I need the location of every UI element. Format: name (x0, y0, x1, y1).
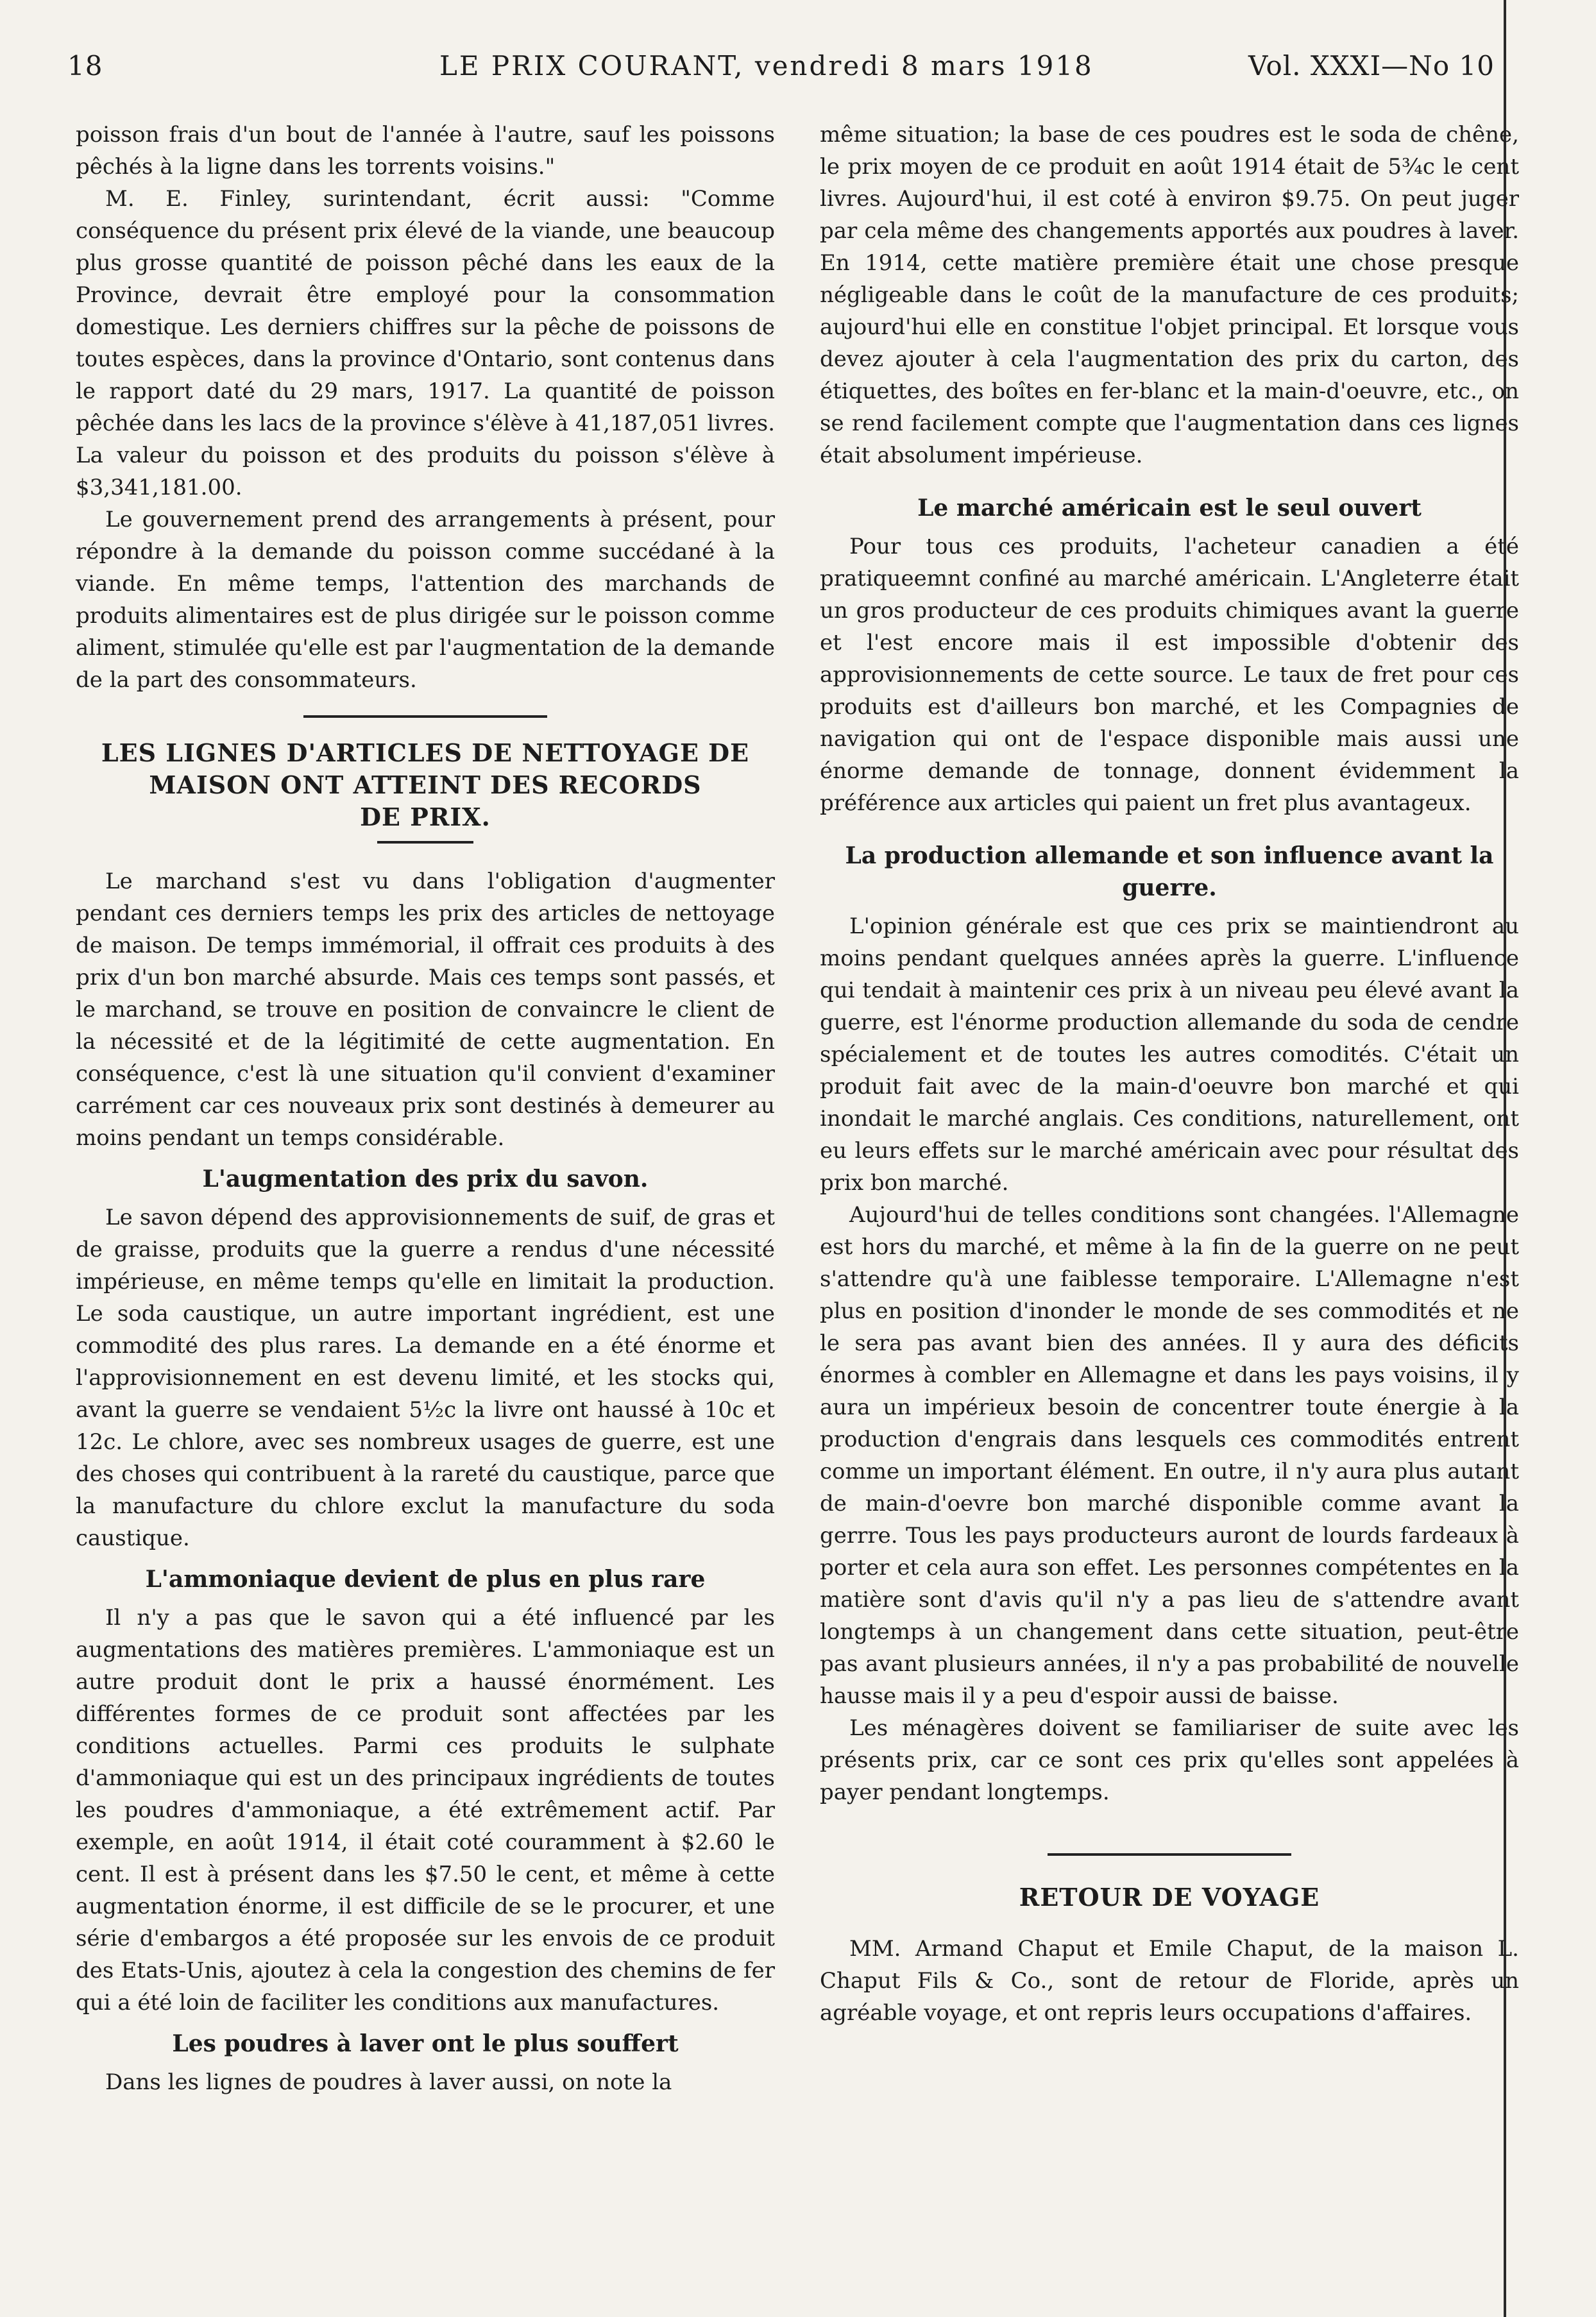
continuation-paragraph: même situation; la base de ces poudres est le soda de chêne, le prix moyen de ce produit en août 1914 était de 5¾c le cent livres. Aujourd'hui, il est coté à environ $9.75. On peut juger par cela même des changements apportés aux poudres à laver. En 1914, cette matière première était une chose presque négligeable dans le coût de la manufacture de ces produits; aujourd'hui elle en constitue l'objet principal. Et lorsque vous devez ajouter à cela l'augmentation des prix du carton, des étiquettes, des boîtes en fer-blanc et la main-d'oeuvre, etc., on se rend facilement compte que l'augmentation dans ces lignes était absolument impérieuse. (820, 122, 1519, 468)
publication-line: LE PRIX COURANT, vendredi 8 mars 1918 (439, 50, 1094, 81)
ammoniaque-paragraph: Il n'y a pas que le savon qui a été influencé par les augmentations des matières premières. L'ammoniaque est un autre produit dont le prix a haussé énormément. Les différentes formes de ce produit sont affectées par les conditions actuelles. Parmi ces produits le sulphate d'ammoniaque qui est un des principaux ingrédients de toutes les poudres d'ammoniaque, a été extrêmement actif. Par exemple, en août 1914, il était coté couramment à $2.60 le cent. Il est à présent dans les $7.50 le cent, et même à cette augmentation énorme, il est difficile de se le procurer, et une série d'embargos a été proposée sur les envois de ce produit des Etats-Unis, ajoutez à cela la congestion des chemins de fer qui a été loin de faciliter les conditions aux manufactures. (76, 1605, 775, 2016)
subhead-marche-americain: Le marché américain est le seul ouvert (917, 495, 1422, 522)
headline-underline (377, 841, 473, 844)
retour-headline: RETOUR DE VOYAGE (1019, 1883, 1320, 1912)
headline-line: DE PRIX. (360, 802, 491, 831)
right-column (820, 119, 1519, 2029)
left-column (76, 119, 775, 2098)
allemande-paragraph: Aujourd'hui de telles conditions sont changées. l'Allemagne est hors du marché, et même à la fin de la guerre on ne peut s'attendre qu'à une faiblesse temporaire. L'Allemagne n'est plus en position d'inonder le monde de ses commodités et ne le sera pas avant bien des années. Il y aura des déficits énormes à combler en Allemagne et dans les pays voisins, il y aura un impérieux besoin de concentrer toute énergie à la production d'engrais dans lesquels ces commodités entrent comme un important élément. En outre, il n'y aura plus autant de main-d'oevre bon marché disponible comme avant la gerrre. Tous les pays producteurs auront de lourds fardeaux à porter et cela aura son effet. Les personnes compétentes en la matière sont d'avis qu'il n'y a pas lieu de s'attendre avant longtemps à un changement dans cette situation, peut-être pas avant plusieurs années, il n'y a pas probabilité de nouvelle hausse mais il y a peu d'espoir aussi de baisse. (820, 1202, 1519, 1709)
subhead-poudres: Les poudres à laver ont le plus souffert (172, 2030, 679, 2057)
subhead-ammoniaque: L'ammoniaque devient de plus en plus rare (145, 1566, 706, 1593)
subhead-savon: L'augmentation des prix du savon. (202, 1166, 649, 1192)
article-paragraph: Le marchand s'est vu dans l'obligation d'augmenter pendant ces derniers temps les prix des articles de nettoyage de maison. De temps immémorial, il offrait ces produits à des prix d'un bon marché absurde. Mais ces temps sont passés, et le marchand, se trouve en position de convaincre le client de la nécessité et de la légitimité de cette augmentation. En conséquence, c'est là une situation qu'il convient d'examiner carrément car ces nouveaux prix sont destinés à demeurer au moins pendant un temps considérable. (76, 869, 775, 1151)
intro-paragraph: Le gouvernement prend des arrangements à présent, pour répondre à la demande du poisson comme succédané à la viande. En même temps, l'attention des marchands de produits alimentaires est de plus dirigée sur le poisson comme aliment, stimulée qu'elle est par l'augmentation de la demande de la part des consommateurs. (76, 507, 775, 693)
allemande-paragraph: Les ménagères doivent se familiariser de suite avec les présents prix, car ce sont ces prix qu'elles sont appelées à payer pendant longtemps. (820, 1715, 1519, 1805)
section-divider (303, 715, 547, 718)
article-headline (89, 737, 762, 833)
savon-paragraph: Le savon dépend des approvisionnements de suif, de gras et de graisse, produits que la guerre a rendus d'une nécessité impérieuse, en même temps qu'elle en limitait la production. Le soda caustique, un autre important ingrédient, est une commodité des plus rares. La demande en a été énorme et l'approvisionnement en est devenu limité, et les stocks qui, avant la guerre se vendaient 5½c la livre ont haussé à 10c et 12c. Le chlore, avec ses nombreux usages de guerre, est une des choses qui contribuent à la rareté du caustique, parce que la manufacture du chlore exclut la manufacture du soda caustique. (76, 1205, 775, 1551)
headline-line: LES LIGNES D'ARTICLES DE NETTOYAGE DE (101, 738, 750, 767)
allemande-paragraph: L'opinion générale est que ces prix se maintiendront au moins pendant quelques années après la guerre. L'influence qui tendait à maintenir ces prix à un niveau peu élevé avant la guerre, est l'énorme production allemande du soda de cendre spécialement et de toutes les autres comodités. C'était un produit fait avec de la main-d'oeuvre bon marché et qui inondait le marché anglais. Ces conditions, naturellement, ont eu leurs effets sur le marché américain avec pour résultat des prix bon marché. (820, 913, 1519, 1196)
subhead-production-allemande: La production allemande et son influence avant la guerre. (845, 842, 1494, 901)
volume-number: Vol. XXXI—No 10 (1248, 50, 1495, 81)
page-header (67, 50, 1495, 95)
marche-paragraph: Pour tous ces produits, l'acheteur canadien a été pratiqueemnt confiné au marché américain. L'Angleterre était un gros producteur de ces produits chimiques avant la guerre et l'est encore mais il est impossible d'obtenir des approvisionnements de cette source. Le taux de fret pour ces produits est d'ailleurs bon marché, et les Compagnies de navigation qui ont de l'espace disponible mais aussi une énorme demande de tonnage, donnent évidemment la préférence aux articles qui paient un fret plus avantageux. (820, 534, 1519, 816)
intro-paragraph: poisson frais d'un bout de l'année à l'autre, sauf les poissons pêchés à la ligne dans les torrents voisins." (76, 122, 775, 180)
headline-line: MAISON ONT ATTEINT DES RECORDS (149, 770, 702, 799)
retour-paragraph: MM. Armand Chaput et Emile Chaput, de la maison L. Chaput Fils & Co., sont de retour de Floride, après un agréable voyage, et ont repris leurs occupations d'affaires. (820, 1936, 1519, 2026)
poudres-paragraph: Dans les lignes de poudres à laver aussi, on note la (105, 2069, 672, 2095)
intro-paragraph: M. E. Finley, surintendant, écrit aussi: "Comme conséquence du présent prix élevé de la viande, une beaucoup plus grosse quantité de poisson pêché dans les eaux de la Province, devrait être employé pour la consommation domestique. Les derniers chiffres sur la pêche de poissons de toutes espèces, dans la province d'Ontario, sont contenus dans le rapport daté du 29 mars, 1917. La quantité de poisson pêchée dans les lacs de la province s'élève à 41,187,051 livres. La valeur du poisson et des produits du poisson s'élève à $3,341,181.00. (76, 186, 775, 500)
page-number: 18 (67, 50, 103, 81)
section-divider (1048, 1853, 1291, 1856)
